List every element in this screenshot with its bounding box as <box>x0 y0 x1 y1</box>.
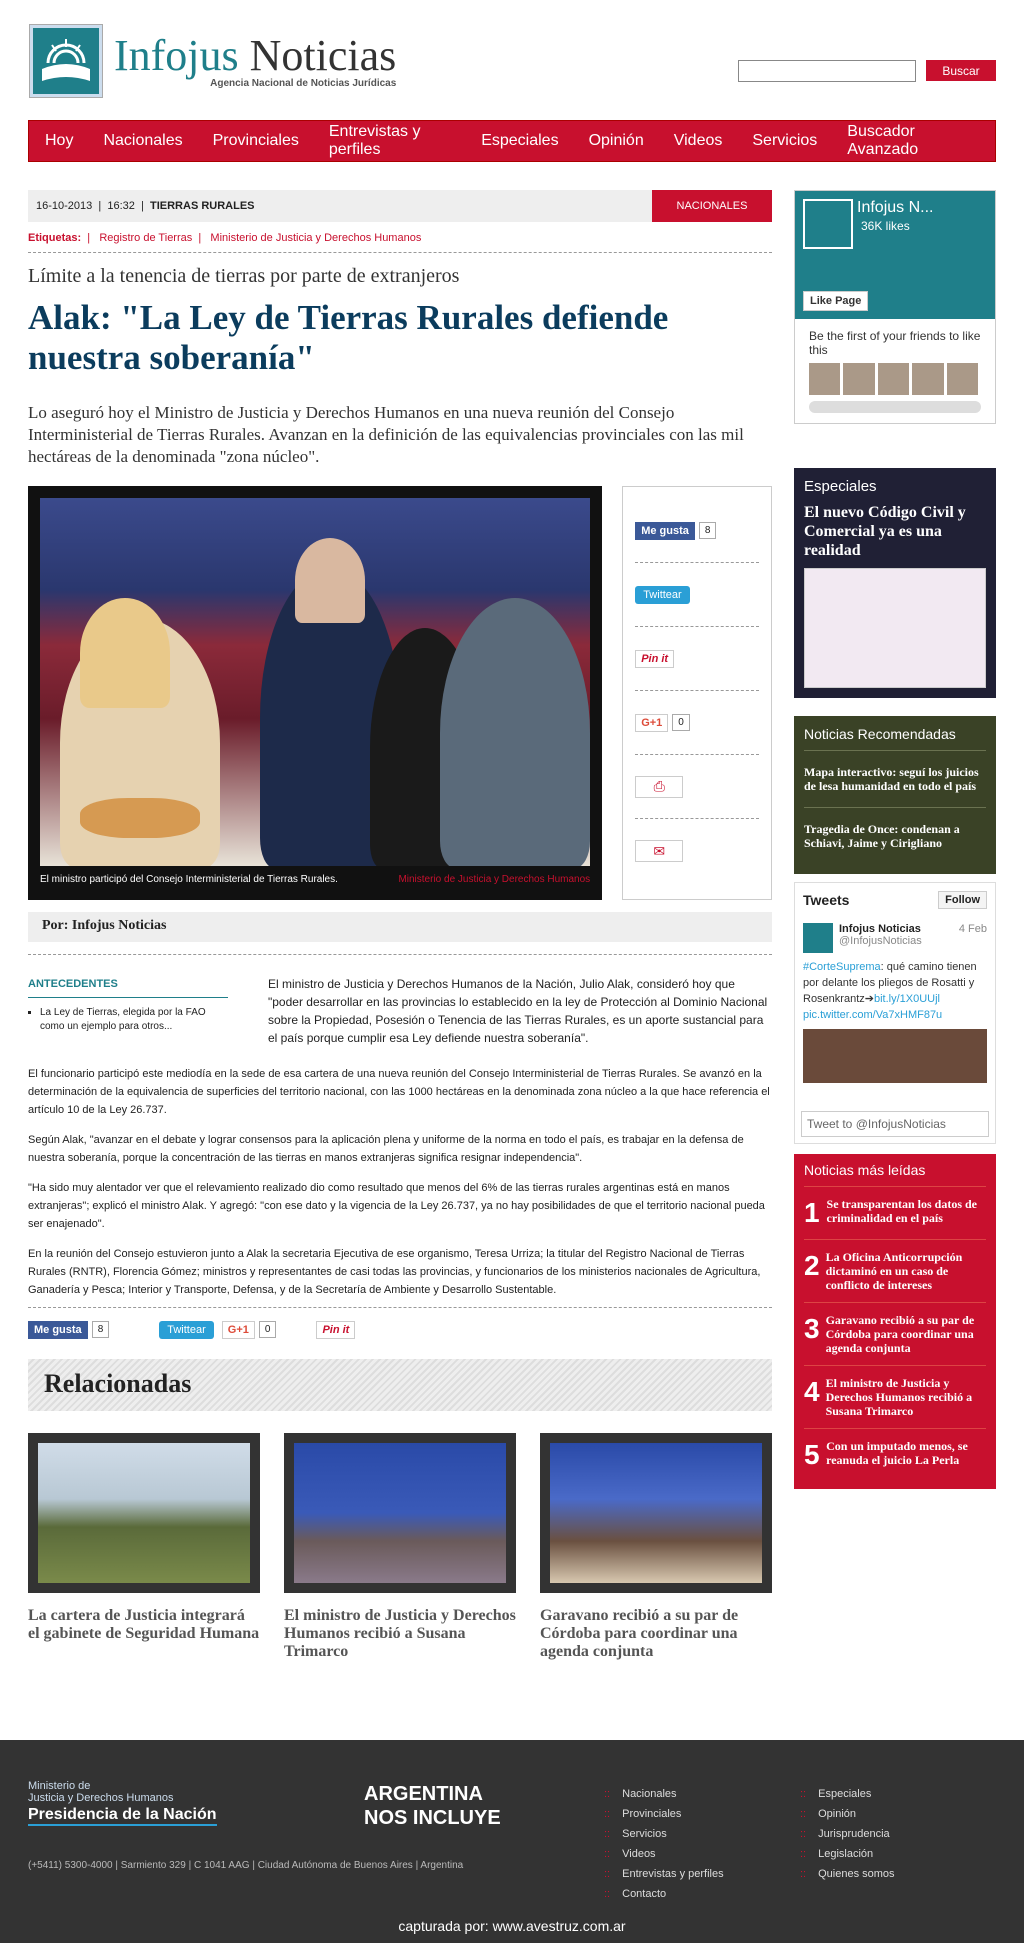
especiales-title[interactable]: El nuevo Código Civil y Comercial ya es una realidad <box>804 504 966 559</box>
article-paragraph: El funcionario participó este mediodía en la sede de esa cartera de una nueva reunión del Consejo Interministerial de Tierras Rurales. Se avanzó en la determinación de la equivalencia de superficies del territorio nacional, con las 1000 hectáreas en la denominada zona núcleo a la que hace referencia el artículo 10 de la Ley 26.737. <box>28 1068 770 1116</box>
article-paragraph: En la reunión del Consejo estuvieron junto a Alak la secretaria Ejecutiva de ese organismo, Teresa Urriza; la titular del Registro Nacional de Tierras Rurales (RNTR), Florencia Gómez; ministros y representantes de casi todas las provincias, y funcionarios de los ministerios nacionales de Agricultura, Ganadería y Pesca; Interior y Transporte, Defensa, y de la Secretaría de Ambiente y Desarrollo Sustentable. <box>28 1248 761 1296</box>
photo-image <box>40 498 590 866</box>
site-logo[interactable] <box>30 25 396 97</box>
related-list <box>28 1433 772 1661</box>
article-photo[interactable] <box>28 486 602 900</box>
facebook-widget <box>794 190 996 424</box>
mas-leida-title[interactable]: Con un imputado menos, se reanuda el juicio La Perla <box>826 1439 968 1467</box>
tweet-handle: @InfojusNoticias <box>839 935 922 947</box>
argentina-logo[interactable] <box>364 1782 501 1830</box>
related-item-title[interactable]: La cartera de Justicia integrará el gabinete de Seguridad Humana <box>28 1607 260 1642</box>
mas-leida-title[interactable]: Se transparentan los datos de criminalidad en el país <box>826 1197 978 1225</box>
article-headline: Alak: "La Ley de Tierras Rurales defiende nuestra soberanía" <box>28 298 669 377</box>
related-title: Relacionadas <box>28 1359 772 1411</box>
facebook-like-button[interactable]: Me gusta <box>28 1321 88 1339</box>
tweet-to-input[interactable]: Tweet to @InfojusNoticias <box>801 1111 989 1137</box>
recomendada-item[interactable]: Mapa interactivo: seguí los juicios de lesa humanidad en todo el país <box>804 751 986 808</box>
search-input[interactable] <box>738 60 916 82</box>
tags-label: Etiquetas: <box>28 232 82 244</box>
footer-links-2: :: Especiales :: Opinión :: Jurisprudencia :: Legislación :: Quienes somos <box>800 1788 895 1880</box>
nav-item-hoy[interactable]: Hoy <box>45 132 74 149</box>
fb-friends-text: Be the first of your friends to like this <box>809 329 981 357</box>
footer-link[interactable]: Provinciales <box>622 1808 682 1820</box>
rank-number: 4 <box>804 1376 820 1407</box>
main-column <box>28 190 772 1661</box>
photo-credit: Ministerio de Justicia y Derechos Humanos <box>398 874 591 885</box>
tweet-body: : qué camino tienen por delante los pliegos de Rosatti y Rosenkrantz➔ <box>803 961 977 1005</box>
mas-leida-item[interactable] <box>804 1186 986 1239</box>
bottom-share-row <box>28 1307 772 1335</box>
twitter-share-button[interactable]: Twittear <box>635 586 690 604</box>
footer-link[interactable]: Videos <box>622 1848 656 1860</box>
mas-leida-item[interactable] <box>804 1365 986 1428</box>
ministry-logo[interactable] <box>28 1780 217 1826</box>
mas-leida-item[interactable] <box>804 1302 986 1365</box>
share-column <box>622 486 772 900</box>
twitter-share-button[interactable]: Twittear <box>159 1321 214 1339</box>
tweet-text <box>803 959 987 1023</box>
tweet-image[interactable] <box>803 1029 987 1083</box>
google-plus-button[interactable]: G+1 <box>635 714 668 732</box>
tweet-user[interactable]: Infojus Noticias <box>839 923 921 935</box>
fb-faces <box>809 363 981 395</box>
footer-link[interactable]: Quienes somos <box>818 1868 895 1880</box>
mas-leida-title[interactable]: La Oficina Anticorrupción dictaminó en un caso de conflicto de intereses <box>825 1250 963 1292</box>
related-item[interactable] <box>284 1433 516 1661</box>
related-item-title[interactable]: Garavano recibió a su par de Córdoba para coordinar una agenda conjunta <box>540 1607 739 1660</box>
nav-item-opinion[interactable]: Opinión <box>588 132 644 149</box>
tweet-date: 4 Feb <box>958 923 987 935</box>
logo-title <box>114 30 397 80</box>
twitter-follow-button[interactable]: Follow <box>938 891 987 909</box>
nav-item-provinciales[interactable]: Provinciales <box>212 132 299 149</box>
category-badge[interactable]: NACIONALES <box>652 190 772 222</box>
nav-item-videos[interactable]: Videos <box>673 132 723 149</box>
footer-link[interactable]: Jurisprudencia <box>818 1828 890 1840</box>
presidencia-text: Presidencia de la Nación <box>28 1806 217 1826</box>
logo-title-part2: Noticias <box>249 30 397 80</box>
mas-leida-item[interactable] <box>804 1428 986 1481</box>
rank-number: 5 <box>804 1439 820 1470</box>
nav-item-buscador[interactable]: Buscador Avanzado <box>847 123 919 158</box>
footer-link[interactable]: Contacto <box>622 1888 667 1900</box>
logo-subtitle: Agencia Nacional de Noticias Jurídicas <box>210 77 397 89</box>
pinterest-button[interactable]: Pin it <box>316 1321 355 1339</box>
search-button[interactable]: Buscar <box>926 60 996 81</box>
especiales-image[interactable] <box>804 568 986 688</box>
article-kicker: Límite a la tenencia de tierras por parte de extranjeros <box>28 265 460 287</box>
mas-leidas-box <box>794 1154 996 1489</box>
ministry-line1: Ministerio de <box>28 1780 91 1792</box>
nav-item-entrevistas[interactable]: Entrevistas y perfiles <box>328 123 421 158</box>
search-form <box>738 60 996 82</box>
especiales-box <box>794 468 996 698</box>
nav-item-nacionales[interactable]: Nacionales <box>103 132 183 149</box>
mas-leida-title[interactable]: Garavano recibió a su par de Córdoba para coordinar una agenda conjunta <box>825 1313 975 1355</box>
antecedentes-box <box>28 975 228 1034</box>
argentina-line1: ARGENTINA <box>364 1783 483 1805</box>
email-icon[interactable]: ✉ <box>635 840 683 862</box>
fb-likes-count: 36K likes <box>861 219 910 233</box>
logo-title-part1: Infojus <box>114 30 239 80</box>
capture-credit: capturada por: www.avestruz.com.ar <box>398 1918 626 1934</box>
antecedentes-link[interactable]: ▪ La Ley de Tierras, elegida por la FAO como un ejemplo para otros... <box>40 1006 228 1034</box>
tweet-link[interactable]: bit.ly/1X0UUjl <box>873 993 940 1005</box>
footer-link[interactable]: Entrevistas y perfiles <box>622 1868 724 1880</box>
article-time: 16:32 <box>107 200 135 212</box>
nav-item-servicios[interactable]: Servicios <box>752 132 818 149</box>
mas-leida-item[interactable] <box>804 1239 986 1302</box>
fb-page-name[interactable]: Infojus N... <box>857 199 934 216</box>
facebook-like-count: 8 <box>699 522 717 539</box>
footer-link[interactable]: Opinión <box>818 1808 857 1820</box>
ministry-line2: Justicia y Derechos Humanos <box>28 1792 174 1804</box>
twitter-widget <box>794 882 996 1144</box>
article-lead: Lo aseguró hoy el Ministro de Justicia y Derechos Humanos en una nueva reunión del Consejo Interministerial de Tierras Rurales. Avanzan en la definición de las equivalencias provinciales con las mil hectáreas de la denominada "zona núcleo". <box>28 403 744 466</box>
rank-number: 2 <box>804 1250 820 1281</box>
footer-address: (+5411) 5300-4000 | Sarmiento 329 | C 1041 AAG | Ciudad Autónoma de Buenos Aires | Argentina <box>28 1860 464 1871</box>
especiales-heading: Especiales <box>804 478 877 495</box>
avatar[interactable] <box>803 923 833 953</box>
footer-links-1: :: Nacionales :: Provinciales :: Servicios :: Videos :: Entrevistas y perfiles :: Contacto <box>604 1788 724 1900</box>
tweet-pic-link[interactable]: pic.twitter.com/Va7xHMF87u <box>803 1009 943 1021</box>
recomendada-item[interactable]: Tragedia de Once: condenan a Schiavi, Jaime y Cirigliano <box>804 822 960 850</box>
nav-item-especiales[interactable]: Especiales <box>481 132 559 149</box>
related-item[interactable] <box>540 1433 772 1661</box>
article-section: TIERRAS RURALES <box>150 200 255 212</box>
google-plus-count: 0 <box>672 714 690 731</box>
recomendadas-heading: Noticias Recomendadas <box>804 726 986 751</box>
footer-link[interactable]: Especiales <box>818 1788 872 1800</box>
tweets-heading: Tweets <box>803 892 850 908</box>
rank-number: 3 <box>804 1313 820 1344</box>
site-header <box>0 0 1024 120</box>
photo-caption: El ministro participó del Consejo Interministerial de Tierras Rurales. <box>40 874 338 885</box>
article-intro: El ministro de Justicia y Derechos Humanos de la Nación, Julio Alak, consideró hoy que "poder desarrollar en las provincias lo establecido en la ley de Protección al Dominio Nacional sobre la Propiedad, Posesión o Tenencia de las Tierras Rurales, es un aporte sustancial para el país porque cumplir esa Ley defiende nuestra soberanía". <box>268 977 768 1045</box>
tag-link[interactable]: Ministerio de Justicia y Derechos Humanos <box>210 232 422 244</box>
pinterest-button[interactable]: Pin it <box>635 650 674 668</box>
related-item-title[interactable]: El ministro de Justicia y Derechos Humanos recibió a Susana Trimarco <box>284 1607 516 1660</box>
related-item[interactable] <box>28 1433 260 1661</box>
print-icon[interactable]: ⎙ <box>635 776 683 798</box>
fb-like-page-button[interactable]: Like Page <box>803 291 868 311</box>
tweet-hashtag[interactable]: #CorteSuprema <box>803 961 881 973</box>
mas-leidas-heading: Noticias más leídas <box>804 1162 926 1178</box>
fb-scrollbar[interactable] <box>809 401 981 413</box>
article-date: 16-10-2013 <box>36 200 93 212</box>
google-plus-count: 0 <box>259 1321 277 1338</box>
recomendadas-box <box>794 716 996 874</box>
article-body <box>28 975 772 1299</box>
article-meta: 16-10-2013 | 16:32 | TIERRAS RURALES NACIONALES <box>28 190 772 222</box>
antecedentes-title: ANTECEDENTES <box>28 975 228 998</box>
footer-link[interactable]: Nacionales <box>622 1788 677 1800</box>
tag-link[interactable]: Registro de Tierras <box>99 232 193 244</box>
argentina-line2: NOS INCLUYE <box>364 1807 501 1829</box>
article-paragraph: "Ha sido muy alentador ver que el relevamiento realizado dio como resultado que menos del 6% de las tierras rurales argentinas está en manos extranjeras"; explicó el ministro Alak. Y agregó: "con ese dato y la vigencia de la Ley 26.737, ya no hay posibilidades de que el territorio nacional pueda ser enajenado". <box>28 1182 765 1230</box>
tags-row: Etiquetas: | Registro de Tierras | Ministerio de Justicia y Derechos Humanos <box>28 232 772 253</box>
article-paragraph: Según Alak, "avanzar en el debate y lograr consensos para la aplicación plena y uniforme de la norma en todo el país, es trabajar en la defensa de nuestra soberanía, porque la concentración de las tierras en manos extranjeras significa resignar independencia". <box>28 1134 744 1164</box>
page-logo-icon <box>803 199 853 249</box>
mas-leida-title[interactable]: El ministro de Justicia y Derechos Humanos recibió a Susana Trimarco <box>825 1376 973 1418</box>
article-byline: Por: Infojus Noticias <box>28 912 772 942</box>
site-footer <box>0 1740 1024 1943</box>
rank-number: 1 <box>804 1197 820 1228</box>
footer-link[interactable]: Servicios <box>622 1828 667 1840</box>
book-logo-icon <box>30 25 102 97</box>
sidebar <box>794 190 996 1489</box>
google-plus-button[interactable]: G+1 <box>222 1321 255 1339</box>
facebook-like-button[interactable]: Me gusta <box>635 522 695 540</box>
main-nav <box>28 120 996 162</box>
facebook-like-count: 8 <box>92 1321 110 1338</box>
footer-link[interactable]: Legislación <box>818 1848 874 1860</box>
